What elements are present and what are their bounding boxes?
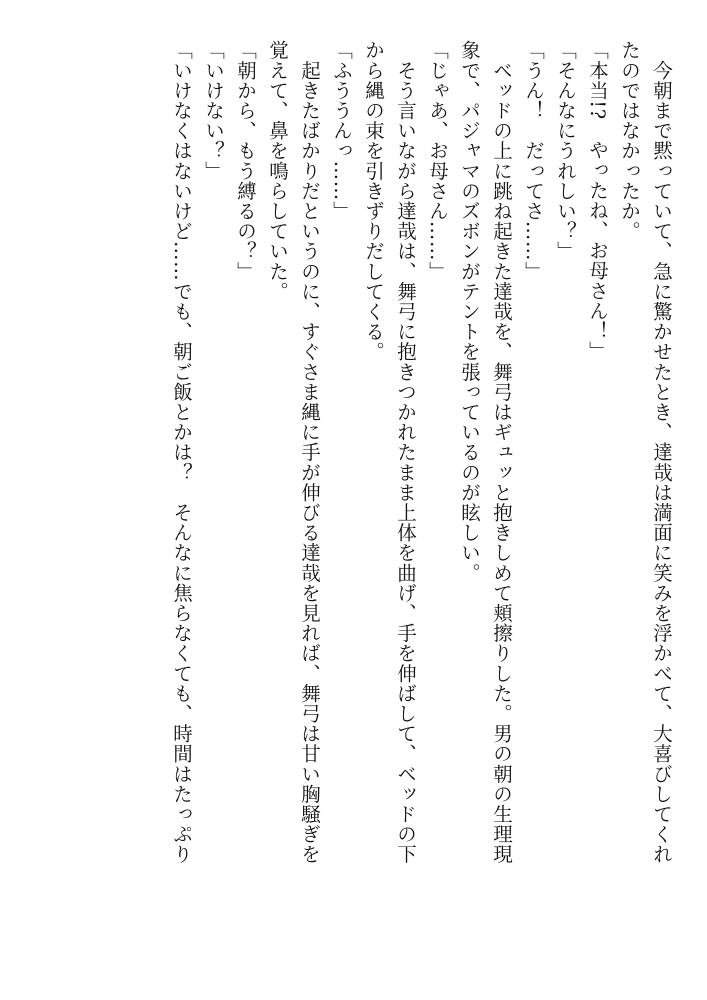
text-line-15: 「いけない？」 [202,40,225,181]
text-line-13: 覚えて、鼻を鳴らしていた。 [266,40,289,302]
text-line-3: 「本当!? やったね、お母さん！」 [586,40,609,361]
text-line-16: 「いけなくはないけど……でも、朝ご飯とかは？ そんなに焦らなくても、時間はたっぷり [170,40,193,865]
text-line-1: 今朝まで黙っていて、急に驚かせたとき、達哉は満面に笑みを浮かべて、大喜びしてくれ [650,40,673,865]
text-line-14: 「朝から、もう縛るの？」 [234,40,257,282]
text-line-9: そう言いながら達哉は、舞弓に抱きつかれたまま上体を曲げ、手を伸ばして、ベッドの下 [394,40,417,865]
text-line-4: 「そんなにうれしい？」 [554,40,577,262]
text-line-2: たのではなかったか。 [618,40,641,241]
text-line-12: 起きたばかりだというのに、すぐさま縄に手が伸びる達哉を見れば、舞弓は甘い胸騒ぎを [298,40,321,865]
text-line-8: 「じゃあ、お母さん……」 [426,40,449,282]
text-line-5: 「うん！ だってさ……」 [522,40,545,282]
vertical-text-body [165,40,677,970]
text-line-6: ベッドの上に跳ね起きた達哉を、舞弓はギュッと抱きしめて頬擦りした。男の朝の生理現 [490,40,513,865]
text-line-10: から縄の束を引きずりだしてくる。 [362,40,385,362]
text-line-11: 「ふううんっ……」 [330,40,353,221]
text-line-7: 象で、パジャマのズボンがテントを張っているのが眩しい。 [458,40,481,583]
